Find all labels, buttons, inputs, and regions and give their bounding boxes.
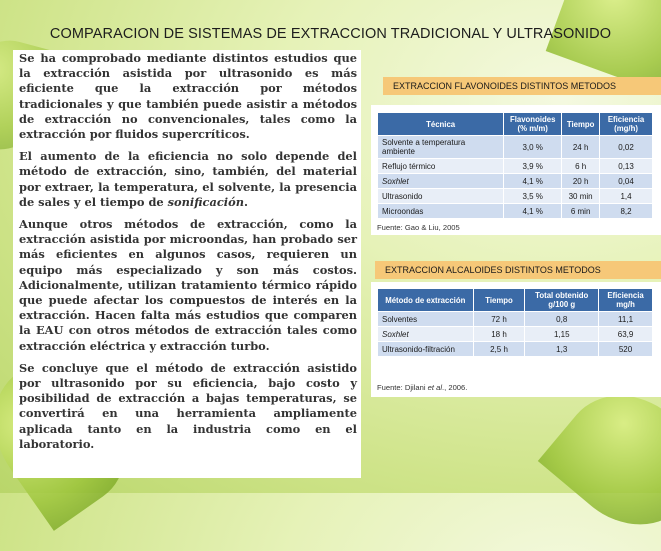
table-cell: 0,13 [600, 159, 653, 174]
table-cell: 4,1 % [504, 174, 562, 189]
alkaloids-source [377, 383, 467, 392]
table-cell: 3,9 % [504, 159, 562, 174]
paragraph-2-emphasis: sonificación [167, 194, 244, 209]
column-header: Método de extracción [378, 289, 474, 312]
table-cell: 20 h [562, 174, 600, 189]
paragraph-2 [19, 149, 357, 210]
table-cell: Soxhlet [378, 174, 504, 189]
table-cell: 30 min [562, 189, 600, 204]
paragraph-2-end: . [244, 194, 248, 209]
table-cell: 520 [599, 342, 653, 357]
column-header: Flavonoides (% m/m) [504, 113, 562, 136]
source-end: ., 2006. [442, 383, 468, 392]
table-cell: 1,4 [600, 189, 653, 204]
paragraph-4: Se concluye que el método de extracción asistido por ultrasonido por su eficiencia, bajo costo y posibilidad de extracción a bajas temperaturas, se convertirá en una herramienta ampliamente aplicada tanto en la industria como en el laboratorio. [19, 360, 357, 451]
column-header: Tiempo [562, 113, 600, 136]
flavonoids-table-card [371, 105, 661, 235]
table-cell: 3,5 % [504, 189, 562, 204]
table-header-row [378, 113, 653, 136]
table-row [378, 136, 653, 159]
paragraph-1: Se ha comprobado mediante distintos estudios que la extracción asistida por ultrasonido es más eficiente que la extracción por métodos tradicionales y que también puede asistir a métodos de extracción no convencionales, tales como la extracción por fluidos supercríticos. [19, 51, 357, 142]
table-cell: 6 min [562, 204, 600, 219]
alkaloids-table [377, 288, 653, 357]
slide-title: COMPARACION DE SISTEMAS DE EXTRACCION TRADICIONAL Y ULTRASONIDO [49, 26, 612, 42]
table-cell: 8,2 [600, 204, 653, 219]
table-cell: 4,1 % [504, 204, 562, 219]
table-header-row [378, 289, 653, 312]
table-cell: 11,1 [599, 312, 653, 327]
text-panel [13, 50, 361, 478]
table-row [378, 327, 653, 342]
table-cell: Reflujo térmico [378, 159, 504, 174]
source-emphasis: et al [427, 383, 443, 392]
paragraph-3: Aunque otros métodos de extracción, como la extracción asistida por microondas, han probado ser más eficientes en algunos casos, requieren un equipo más especializado y son más costos. Adicionalmente, utilizan tratamiento térmico rápido que puede afectar los compuestos de interés en la extracción. Hacen falta más estudios que comparen la EAU con otros métodos de extracción tales como extracción eléctrica y extracción turbo. [19, 217, 357, 353]
table-cell: 6 h [562, 159, 600, 174]
table-cell: 0,8 [525, 312, 599, 327]
table-cell: Microondas [378, 204, 504, 219]
table-row [378, 342, 653, 357]
flavonoids-source: Fuente: Gao & Liu, 2005 [377, 223, 460, 232]
table-cell: 2,5 h [473, 342, 525, 357]
table-row [378, 312, 653, 327]
table-cell: 24 h [562, 136, 600, 159]
column-header: Eficiencia (mg/h) [600, 113, 653, 136]
source-text: Fuente: Djilani [377, 383, 428, 392]
column-header: Total obtenido g/100 g [525, 289, 599, 312]
table-cell: 63,9 [599, 327, 653, 342]
table-cell: Ultrasonido [378, 189, 504, 204]
table-cell: Solvente a temperatura ambiente [378, 136, 504, 159]
paragraph-2-text: El aumento de la eficiencia no solo depende del método de extracción, sino, también, del material por extraer, la temperatura, el solvente, la presencia de sales y el tiempo de [19, 149, 357, 209]
table-cell: 1,15 [525, 327, 599, 342]
table-cell: 0,04 [600, 174, 653, 189]
table-cell: 3,0 % [504, 136, 562, 159]
column-header: Tiempo [473, 289, 525, 312]
table-cell: 1,3 [525, 342, 599, 357]
table-cell: Soxhlet [378, 327, 474, 342]
flavonoids-table [377, 112, 653, 219]
table-cell: 18 h [473, 327, 525, 342]
column-header: Técnica [378, 113, 504, 136]
table-cell: Solventes [378, 312, 474, 327]
table-cell: Ultrasonido-filtración [378, 342, 474, 357]
table-cell: 72 h [473, 312, 525, 327]
table-row [378, 189, 653, 204]
table-row [378, 204, 653, 219]
table-row [378, 174, 653, 189]
alkaloids-table-card [371, 282, 661, 397]
flavonoids-header: EXTRACCION FLAVONOIDES DISTINTOS METODOS [383, 77, 661, 95]
table-cell: 0,02 [600, 136, 653, 159]
alkaloids-header: EXTRACCION ALCALOIDES DISTINTOS METODOS [375, 261, 661, 279]
table-row [378, 159, 653, 174]
column-header: Eficiencia mg/h [599, 289, 653, 312]
